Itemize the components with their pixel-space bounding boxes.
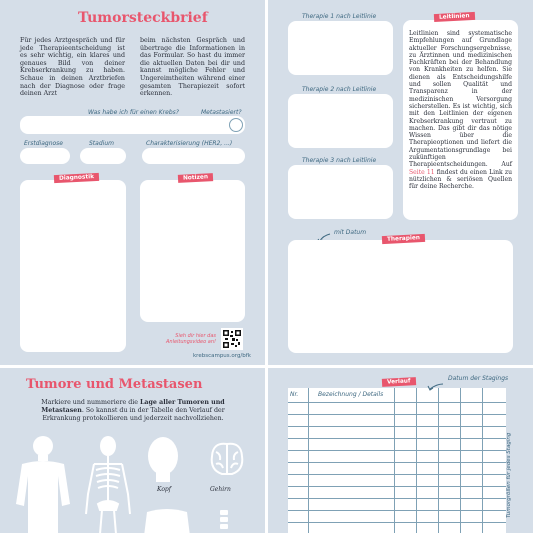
column-header-nr: Nr. [290, 391, 299, 398]
instruction-text-b: . So kannst du in der Tabelle den Verlauf der Erkrankung protokollieren und jederzeit nachvollziehen. [42, 407, 225, 422]
therapy-2-box[interactable] [288, 94, 393, 148]
therapy-page [268, 0, 533, 365]
cancer-type-label: Was habe ich für einen Krebs? [88, 109, 179, 116]
therapy-3-box[interactable] [288, 165, 393, 219]
metastasized-label: Metastasiert? [201, 109, 242, 116]
diagnostics-tag: Diagnostik [54, 173, 99, 183]
row-divider [288, 426, 506, 427]
video-note-text: Sieh dir hier das Anleitungsvideo an! [165, 333, 216, 345]
notes-tag: Notizen [178, 173, 213, 183]
column-divider [394, 388, 395, 533]
video-note [156, 333, 216, 345]
side-label [506, 432, 518, 528]
tumor-size-label: Tumorgrößen für jedes Staging [506, 432, 512, 518]
characterization-label: Charakterisierung (HER2, ...) [146, 140, 233, 147]
guidelines-text [409, 30, 512, 191]
guidelines-link[interactable]: Seite 11 [409, 168, 435, 176]
guidelines-tag: Leitlinien [434, 12, 475, 22]
diagnostics-box[interactable] [20, 180, 126, 352]
row-divider [288, 486, 506, 487]
row-divider [288, 438, 506, 439]
with-date-label: mit Datum [334, 229, 367, 236]
stage-label: Stadium [89, 140, 114, 147]
cancer-type-field[interactable] [20, 116, 245, 134]
stage-field[interactable] [80, 148, 126, 164]
column-header-details: Bezeichnung / Details [318, 391, 384, 398]
progress-tag: Verlauf [382, 377, 416, 387]
spine-icon[interactable] [218, 508, 230, 533]
website-url[interactable]: krebscampus.org/bfk [193, 353, 251, 359]
instruction-text-a: Markiere und nummeriere die [41, 399, 140, 406]
therapies-tag: Therapien [382, 234, 425, 244]
notes-box[interactable] [140, 180, 245, 322]
therapy-1-box[interactable] [288, 21, 393, 75]
column-divider [416, 388, 417, 533]
intro-text-left: Für jedes Arztgespräch und für jede Therapieentscheidung ist es sehr wichtig, ein klares und genaues Bild von deiner Krebserkrankung zu haben. Schaue in deinen Arztbriefen nach der Diagnose oder frage deinen Arzt [20, 37, 125, 98]
skeleton-icon[interactable] [80, 434, 136, 533]
guidelines-text-a: Leitlinien sind systematische Empfehlungen auf Grundlage aktueller Forschungsergebnisse, zu Ärztinnen und medizinischen Fachkräften bei der Behandlung von Krankheiten zu helfen. Sie dienen als Entscheidungshilfe und sollen Qualität und Transparenz in der medizinischen Versorgung sicherstellen. Es ist wichtig, sich mit den Leitlinien der eigenen Krebserkrankung vertraut zu machen. Das gibt dir das nötige Wissen über die Therapieoptionen und liefert die Argumentationsgrundlage bei zukünftigen Therapieentscheidungen. Auf [409, 30, 512, 169]
metastasized-checkbox[interactable] [229, 118, 243, 132]
guidelines-text-b: findest du einen Link zu nützlichen & seriösen Quellen für deine Recherche. [409, 168, 512, 191]
staging-dates-label: Datum der Stagings [448, 375, 509, 382]
characterization-field[interactable] [142, 148, 245, 164]
row-divider [288, 510, 506, 511]
column-divider [460, 388, 461, 533]
arrow-icon [426, 376, 444, 395]
therapies-box[interactable] [288, 240, 513, 353]
tumorsteckbrief-page [0, 0, 265, 365]
page-title: Tumorsteckbrief [78, 10, 208, 26]
column-divider [438, 388, 439, 533]
therapy-1-label: Therapie 1 nach Leitlinie [302, 13, 377, 20]
brain-icon[interactable] [208, 440, 246, 484]
column-divider [308, 388, 309, 533]
tumors-metastases-page [0, 368, 265, 533]
intro-text-right: beim nächsten Gespräch und übertrage die Informationen in das Formular. So hast du immer die aktuellen Daten bei dir und kannst mögliche Fehler und Ungereimtheiten während einer gesamten Therapiezeit sofort erkennen. [140, 37, 245, 98]
head-silhouette[interactable] [143, 436, 183, 486]
row-divider [288, 462, 506, 463]
row-divider [288, 450, 506, 451]
body-silhouette[interactable] [8, 434, 78, 533]
instruction-text-bold: Lage aller Tumoren und Metastasen [41, 399, 225, 414]
row-divider [288, 402, 506, 403]
instruction-text [22, 399, 244, 423]
head-label: Kopf [157, 486, 171, 493]
column-divider [482, 388, 483, 533]
row-divider [288, 522, 506, 523]
therapy-2-label: Therapie 2 nach Leitlinie [302, 86, 377, 93]
row-divider [288, 498, 506, 499]
staging-table[interactable] [288, 388, 506, 533]
therapy-3-label: Therapie 3 nach Leitlinie [302, 157, 377, 164]
qr-code-icon[interactable] [221, 328, 243, 350]
brain-label: Gehirn [210, 486, 231, 493]
page-title: Tumore und Metastasen [26, 377, 203, 392]
first-diagnosis-field[interactable] [20, 148, 70, 164]
torso-silhouette[interactable] [142, 506, 192, 533]
row-divider [288, 474, 506, 475]
row-divider [288, 414, 506, 415]
progress-page [268, 368, 533, 533]
first-diagnosis-label: Erstdiagnose [24, 140, 63, 147]
